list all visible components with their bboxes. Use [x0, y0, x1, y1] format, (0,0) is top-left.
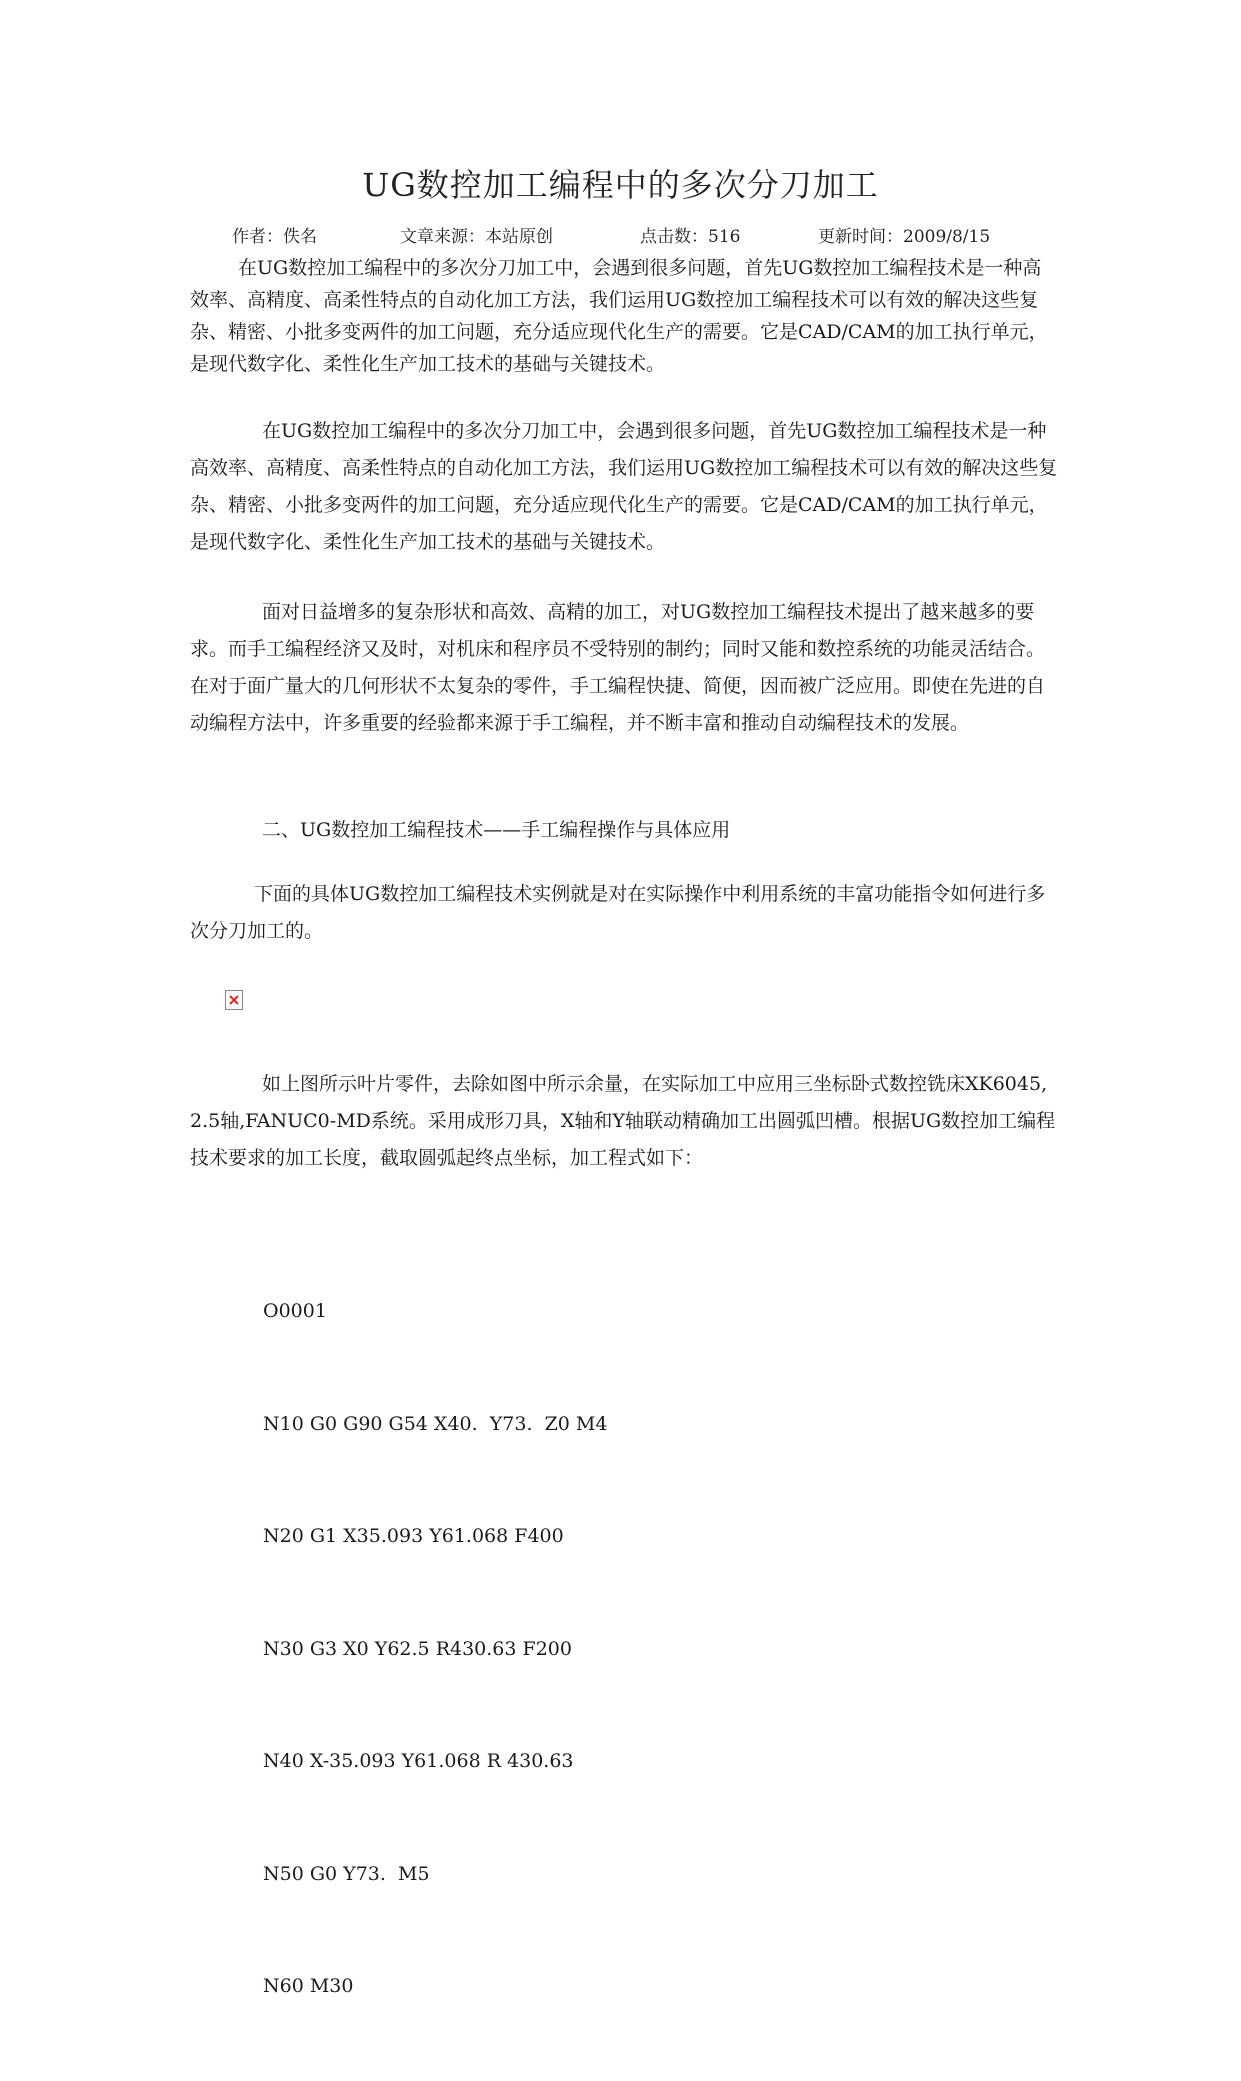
meta-updated: 更新时间：2009/8/15	[818, 227, 991, 247]
page-title: UG数控加工编程中的多次分刀加工	[362, 166, 879, 204]
broken-image-icon	[225, 990, 243, 1010]
code-line: N30 G3 X0 Y62.5 R430.63 F200	[263, 1637, 572, 1660]
meta-author: 作者：佚名	[232, 227, 317, 247]
paragraph-example-intro: 下面的具体UG数控加工编程技术实例就是对在实际操作中利用系统的丰富功能指令如何进行多次分刀加工的。	[190, 883, 1046, 942]
code-line: N40 X-35.093 Y61.068 R 430.63	[263, 1750, 574, 1772]
code-line: N60 M30	[263, 1975, 354, 1997]
paragraph-repeat: 在UG数控加工编程中的多次分刀加工中，会遇到很多问题，首先UG数控加工编程技术是一种高效率、高精度、高柔性特点的自动化加工方法，我们运用UG数控加工编程技术可以有效的解决这些复杂、精密、小批多变两件的加工问题，充分适应现代化生产的需要。它是CAD/CAM的加工执行单元，是现代数字化、柔性化生产加工技术的基础与关键技术。	[190, 420, 1058, 553]
section-heading: 二、UG数控加工编程技术——手工编程操作与具体应用	[262, 819, 731, 841]
nc-program-code	[263, 1218, 607, 2081]
paragraph-intro: 在UG数控加工编程中的多次分刀加工中，会遇到很多问题，首先UG数控加工编程技术是一种高效率、高精度、高柔性特点的自动化加工方法，我们运用UG数控加工编程技术可以有效的解决这些复杂、精密、小批多变两件的加工问题，充分适应现代化生产的需要。它是CAD/CAM的加工执行单元，是现代数字化、柔性化生产加工技术的基础与关键技术。	[190, 257, 1048, 375]
paragraph-requirements: 面对日益增多的复杂形状和高效、高精的加工，对UG数控加工编程技术提出了越来越多的要求。而手工编程经济又及时，对机床和程序员不受特别的制约；同时又能和数控系统的功能灵活结合。在对于面广量大的几何形状不太复杂的零件，手工编程快捷、简便，因而被广泛应用。即使在先进的自动编程方法中，许多重要的经验都来源于手工编程，并不断丰富和推动自动编程技术的发展。	[190, 601, 1046, 734]
paragraph-part-description: 如上图所示叶片零件，去除如图中所示余量，在实际加工中应用三坐标卧式数控铣床XK6045,2.5轴,FANUC0-MD系统。采用成形刀具，X轴和Y轴联动精确加工出圆弧凹槽。根据UG数控加工编程技术要求的加工长度，截取圆弧起终点坐标，加工程式如下：	[190, 1073, 1056, 1169]
code-line: N20 G1 X35.093 Y61.068 F400	[263, 1525, 564, 1547]
meta-clicks: 点击数：516	[640, 227, 741, 247]
meta-source: 文章来源：本站原创	[400, 227, 553, 247]
code-line: O0001	[263, 1300, 327, 1322]
code-line: N50 G0 Y73. M5	[263, 1862, 430, 1885]
code-line: N10 G0 G90 G54 X40. Y73. Z0 M4	[263, 1412, 608, 1435]
